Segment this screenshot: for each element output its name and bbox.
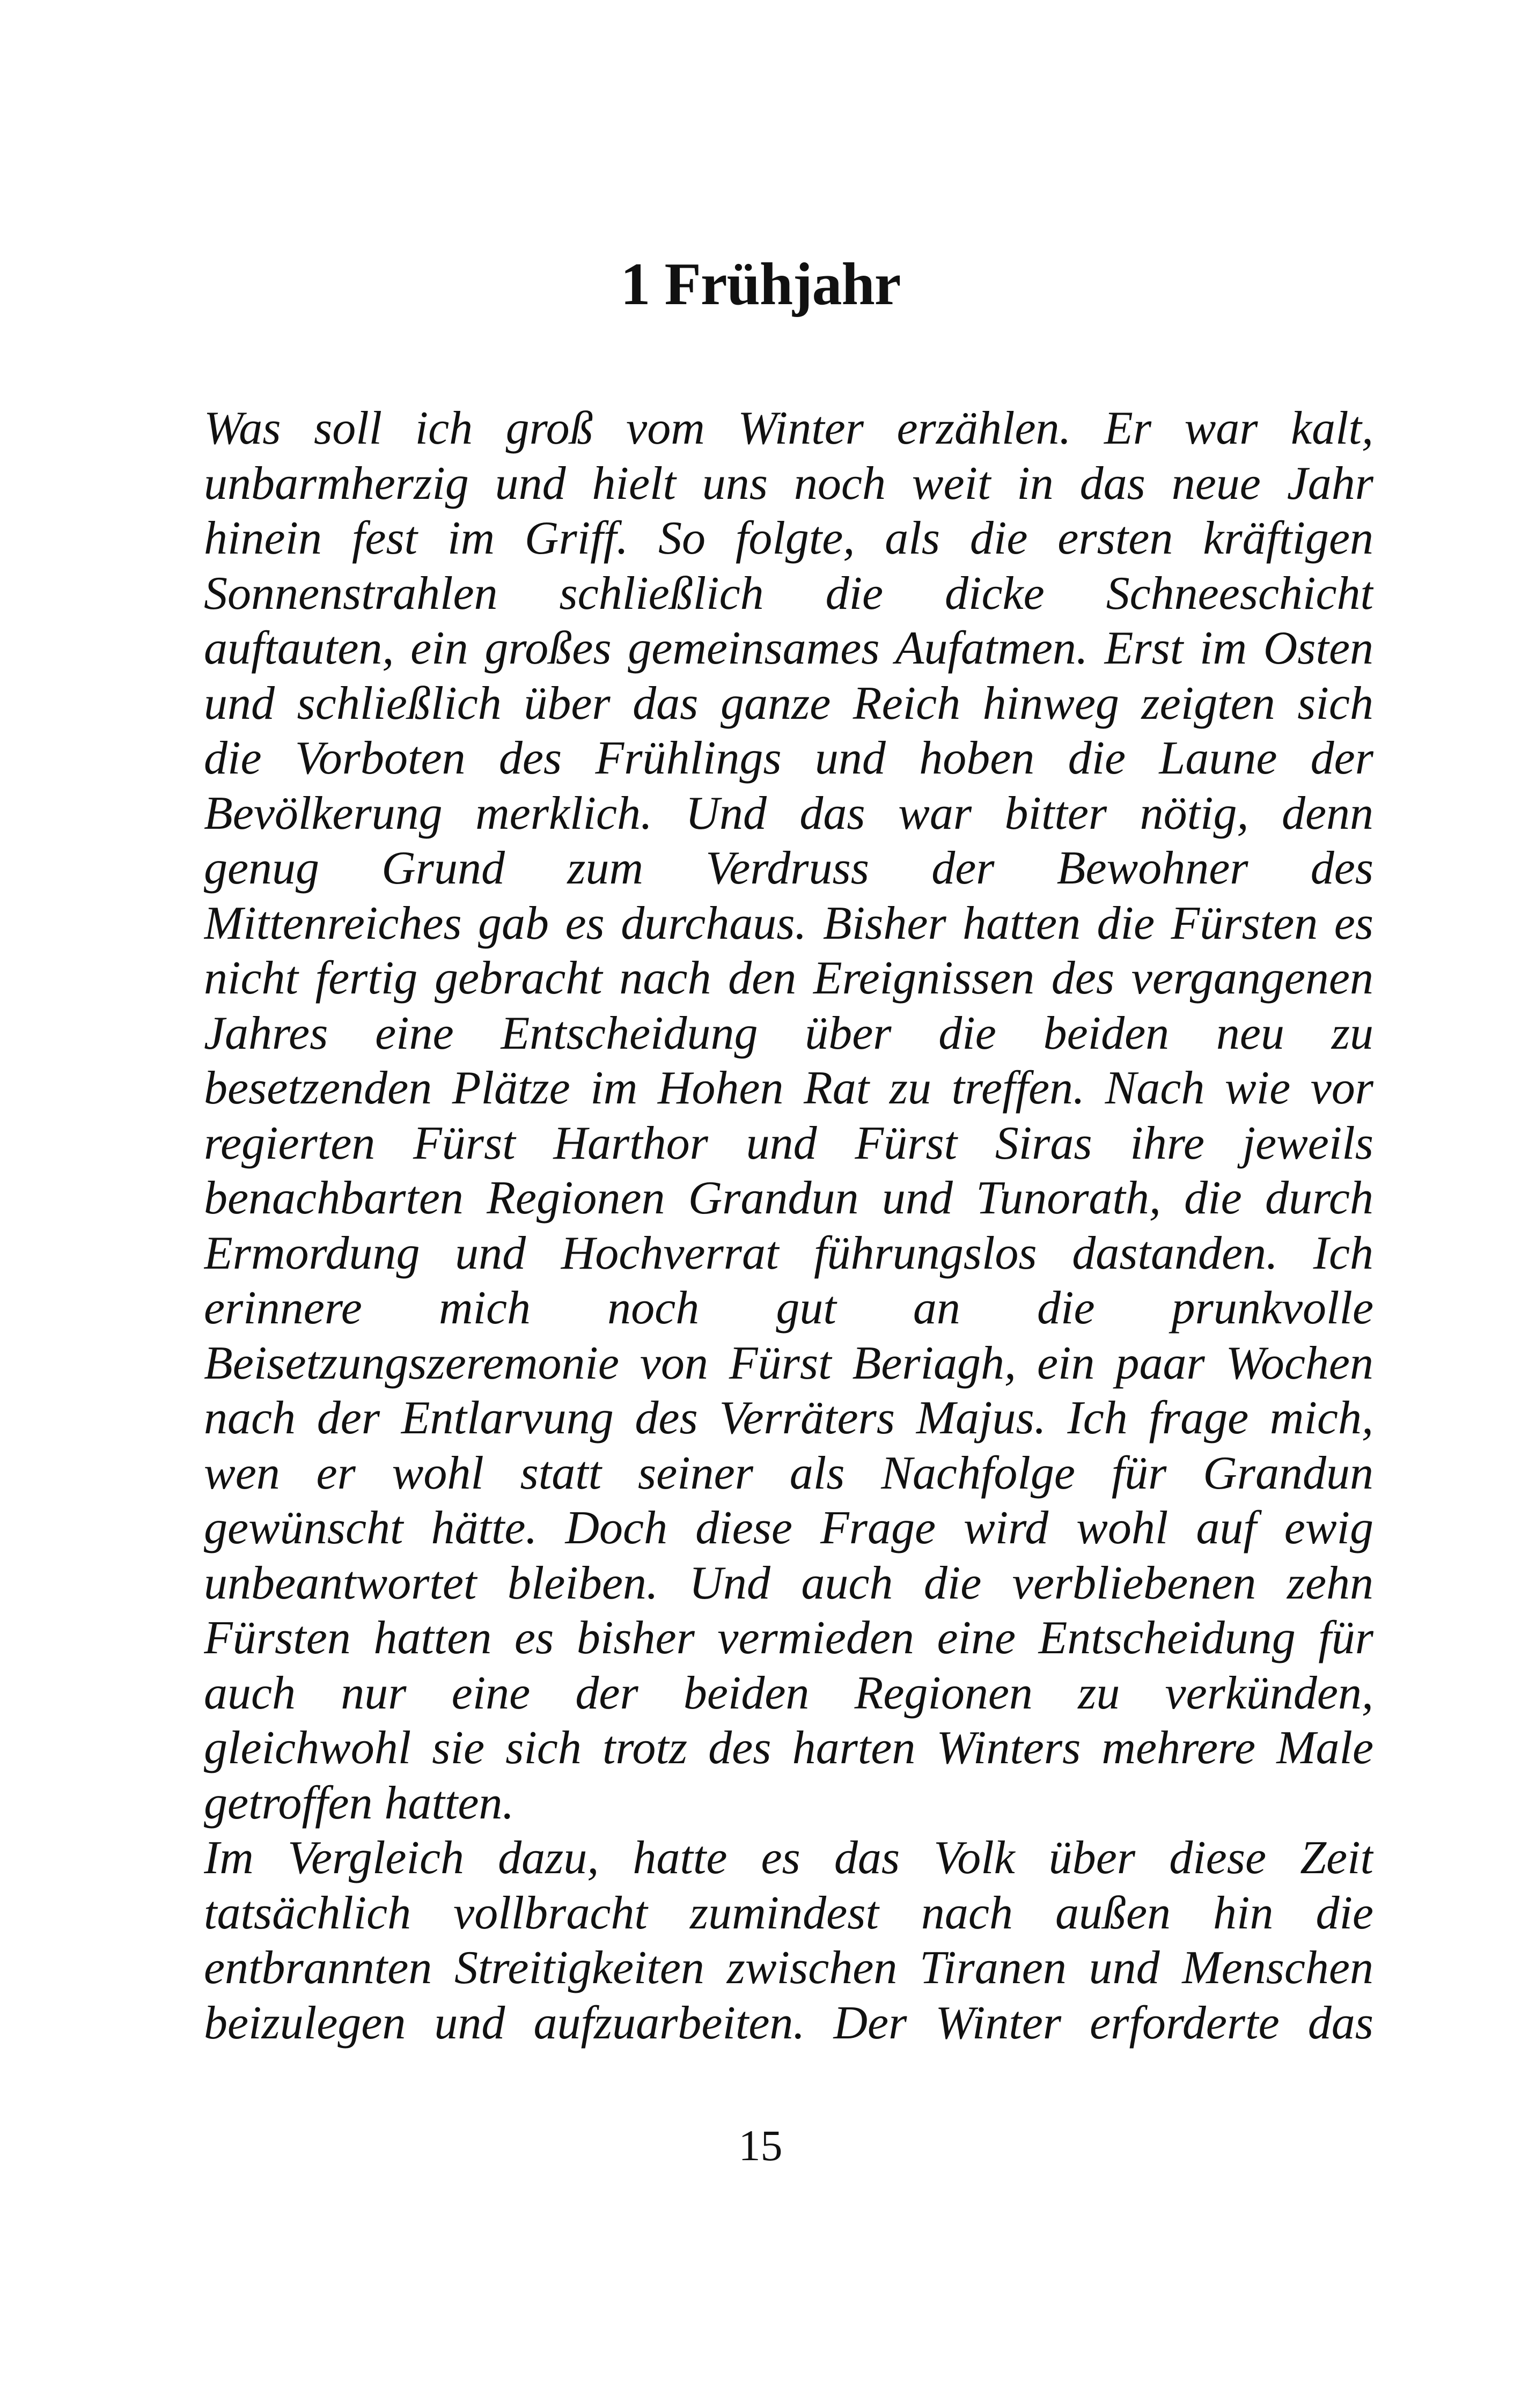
text-line: Ermordung und Hochverrat führungslos dastanden. Ich <box>204 1227 1373 1279</box>
text-line: erinnere mich noch gut an die prunkvolle <box>204 1282 1373 1334</box>
text-line: Bevölkerung merklich. Und das war bitter nötig, denn <box>204 787 1373 840</box>
text-line: und schließlich über das ganze Reich hinweg zeigten sich <box>204 677 1373 730</box>
text-line: tatsächlich vollbracht zumindest nach außen hin die <box>204 1887 1373 1939</box>
text-line: auch nur eine der beiden Regionen zu verkünden, <box>204 1667 1373 1719</box>
text-line: Mittenreiches gab es durchaus. Bisher hatten die Fürsten es <box>204 897 1373 949</box>
text-line: Jahres eine Entscheidung über die beiden neu zu <box>204 1007 1373 1059</box>
chapter-title: 1 Frühjahr <box>620 251 901 318</box>
text-line: gleichwohl sie sich trotz des harten Winters mehrere Male <box>204 1722 1373 1774</box>
text-line: nach der Entlarvung des Verräters Majus. Ich frage mich, <box>204 1392 1373 1444</box>
text-line: unbarmherzig und hielt uns noch weit in das neue Jahr <box>204 457 1373 510</box>
text-line: wen er wohl statt seiner als Nachfolge für Grandun <box>204 1447 1373 1499</box>
text-line: besetzenden Plätze im Hohen Rat zu treffen. Nach wie vor <box>204 1062 1373 1114</box>
text-line: nicht fertig gebracht nach den Ereignissen des vergangenen <box>204 952 1373 1004</box>
text-line: beizulegen und aufzuarbeiten. Der Winter erforderte das <box>204 1997 1373 2049</box>
text-line: Beisetzungszeremonie von Fürst Beriagh, ein paar Wochen <box>204 1337 1373 1389</box>
text-line: auftauten, ein großes gemeinsames Aufatmen. Erst im Osten <box>204 622 1373 674</box>
text-line: Im Vergleich dazu, hatte es das Volk über diese Zeit <box>204 1832 1373 1884</box>
text-line: hinein fest im Griff. So folgte, als die ersten kräftigen <box>204 512 1373 564</box>
text-line: Sonnenstrahlen schließlich die dicke Schneeschicht <box>204 567 1373 620</box>
text-line: genug Grund zum Verdruss der Bewohner des <box>204 842 1373 894</box>
body-text <box>204 401 1373 2051</box>
text-line: entbrannten Streitigkeiten zwischen Tiranen und Menschen <box>204 1942 1373 1994</box>
text-line: die Vorboten des Frühlings und hoben die Laune der <box>204 732 1373 784</box>
text-line: unbeantwortet bleiben. Und auch die verbliebenen zehn <box>204 1557 1373 1609</box>
text-line: gewünscht hätte. Doch diese Frage wird wohl auf ewig <box>204 1502 1373 1554</box>
text-line: benachbarten Regionen Grandun und Tunorath, die durch <box>204 1172 1373 1224</box>
text-line: Was soll ich groß vom Winter erzählen. Er war kalt, <box>204 402 1373 454</box>
text-line: Fürsten hatten es bisher vermieden eine Entscheidung für <box>204 1612 1373 1664</box>
page-number: 15 <box>738 2121 783 2170</box>
text-line: getroffen hatten. <box>204 1777 515 1829</box>
text-line: regierten Fürst Harthor und Fürst Siras ihre jeweils <box>204 1117 1373 1169</box>
